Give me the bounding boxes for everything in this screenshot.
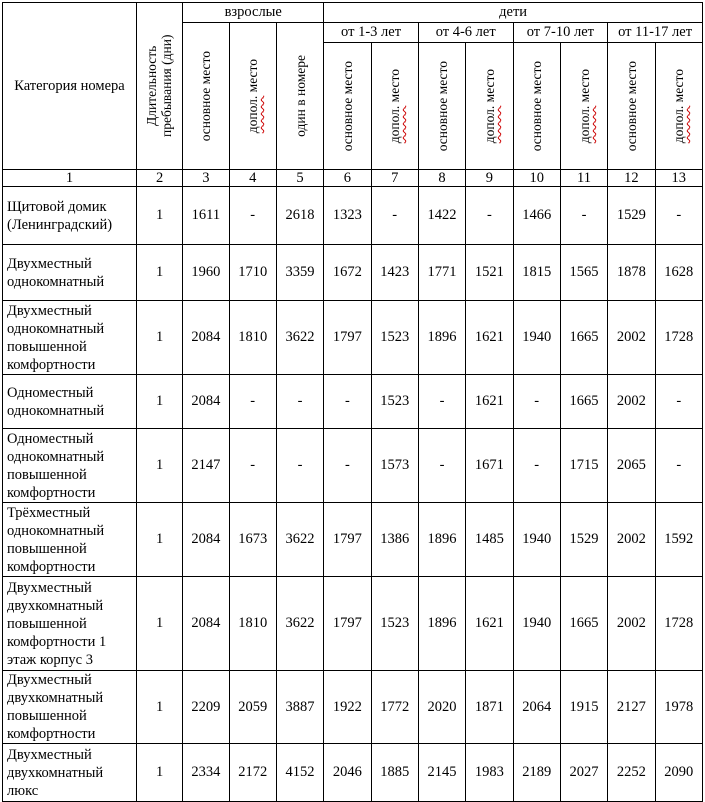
column-number: 10 bbox=[513, 170, 560, 187]
price-cell: 1810 bbox=[229, 301, 276, 375]
price-cell: - bbox=[513, 429, 560, 503]
price-cell: 2209 bbox=[183, 671, 229, 744]
price-cell: 1896 bbox=[418, 301, 465, 375]
duration-cell: 1 bbox=[136, 187, 182, 245]
price-cell: 1611 bbox=[183, 187, 229, 245]
price-cell: 2172 bbox=[229, 744, 276, 802]
column-number: 1 bbox=[3, 170, 137, 187]
duration-cell: 1 bbox=[136, 744, 182, 802]
price-cell: 2090 bbox=[655, 744, 702, 802]
price-cell: - bbox=[513, 375, 560, 429]
price-cell: - bbox=[324, 429, 371, 503]
table-row bbox=[3, 503, 703, 577]
price-cell: - bbox=[655, 429, 702, 503]
column-number: 13 bbox=[655, 170, 702, 187]
price-cell: 1797 bbox=[324, 577, 371, 671]
price-cell: 1529 bbox=[560, 503, 607, 577]
column-number: 12 bbox=[608, 170, 655, 187]
price-cell: 1978 bbox=[655, 671, 702, 744]
price-cell: 2084 bbox=[183, 577, 229, 671]
price-cell: 3622 bbox=[276, 577, 323, 671]
price-cell: 1386 bbox=[371, 503, 418, 577]
price-cell: - bbox=[229, 375, 276, 429]
duration-cell: 1 bbox=[136, 503, 182, 577]
price-cell: 3622 bbox=[276, 301, 323, 375]
adults-header: взрослые bbox=[183, 3, 324, 23]
age-group-4-6-header: от 4-6 лет bbox=[418, 23, 513, 43]
column-number: 3 bbox=[183, 170, 229, 187]
child-4-6-extra-bed-header: допол. место bbox=[466, 43, 513, 170]
duration-cell: 1 bbox=[136, 375, 182, 429]
price-cell: 2027 bbox=[560, 744, 607, 802]
table-body bbox=[3, 187, 703, 802]
price-cell: 1621 bbox=[466, 375, 513, 429]
price-cell: 1810 bbox=[229, 577, 276, 671]
table-row bbox=[3, 301, 703, 375]
child-1-3-main-bed-header: основное место bbox=[324, 43, 371, 170]
table-row bbox=[3, 375, 703, 429]
price-cell: 3622 bbox=[276, 503, 323, 577]
column-number-row bbox=[3, 170, 703, 187]
price-cell: 1896 bbox=[418, 577, 465, 671]
price-cell: 2618 bbox=[276, 187, 323, 245]
adult-extra-bed-header: допол. место bbox=[229, 23, 276, 170]
column-number: 2 bbox=[136, 170, 182, 187]
price-cell: 2084 bbox=[183, 503, 229, 577]
price-cell: 1710 bbox=[229, 245, 276, 301]
column-number: 5 bbox=[276, 170, 323, 187]
price-cell: - bbox=[466, 187, 513, 245]
price-cell: - bbox=[371, 187, 418, 245]
category-header: Категория номера bbox=[3, 3, 137, 170]
price-cell: - bbox=[655, 375, 702, 429]
price-cell: 2127 bbox=[608, 671, 655, 744]
price-cell: 1523 bbox=[371, 301, 418, 375]
adult-single-occupancy-header: один в номере bbox=[276, 23, 323, 170]
price-cell: 1485 bbox=[466, 503, 513, 577]
price-cell: 1671 bbox=[466, 429, 513, 503]
price-cell: 1885 bbox=[371, 744, 418, 802]
duration-cell: 1 bbox=[136, 429, 182, 503]
price-cell: - bbox=[418, 375, 465, 429]
table-row bbox=[3, 187, 703, 245]
child-1-3-extra-bed-header: допол. место bbox=[371, 43, 418, 170]
price-cell: 1715 bbox=[560, 429, 607, 503]
room-category-cell: Щитовой домик (Ленинградский) bbox=[3, 187, 137, 245]
price-cell: 2059 bbox=[229, 671, 276, 744]
price-cell: 2145 bbox=[418, 744, 465, 802]
price-cell: 2252 bbox=[608, 744, 655, 802]
adult-main-bed-header: основное место bbox=[183, 23, 229, 170]
price-cell: 1797 bbox=[324, 503, 371, 577]
child-11-17-main-bed-header: основное место bbox=[608, 43, 655, 170]
duration-header: Длительность пребывания (дни) bbox=[136, 3, 182, 170]
price-cell: 1521 bbox=[466, 245, 513, 301]
table-row bbox=[3, 577, 703, 671]
price-cell: 2002 bbox=[608, 577, 655, 671]
price-cell: - bbox=[276, 429, 323, 503]
price-cell: 1815 bbox=[513, 245, 560, 301]
price-cell: - bbox=[276, 375, 323, 429]
child-11-17-extra-bed-header: допол. место bbox=[655, 43, 702, 170]
duration-cell: 1 bbox=[136, 301, 182, 375]
price-cell: 1940 bbox=[513, 577, 560, 671]
column-number: 11 bbox=[560, 170, 607, 187]
price-cell: 1422 bbox=[418, 187, 465, 245]
price-cell: 2084 bbox=[183, 301, 229, 375]
room-category-cell: Одноместный однокомнатный повышенной комфортности bbox=[3, 429, 137, 503]
price-cell: 1523 bbox=[371, 375, 418, 429]
price-cell: 1797 bbox=[324, 301, 371, 375]
price-cell: 1621 bbox=[466, 577, 513, 671]
price-cell: 1728 bbox=[655, 577, 702, 671]
age-group-7-10-header: от 7-10 лет bbox=[513, 23, 608, 43]
price-cell: - bbox=[229, 429, 276, 503]
child-7-10-main-bed-header: основное место bbox=[513, 43, 560, 170]
price-cell: 1878 bbox=[608, 245, 655, 301]
price-cell: 1621 bbox=[466, 301, 513, 375]
age-group-1-3-header: от 1-3 лет bbox=[324, 23, 419, 43]
price-cell: 4152 bbox=[276, 744, 323, 802]
table-row bbox=[3, 429, 703, 503]
price-cell: 2002 bbox=[608, 301, 655, 375]
price-cell: 3887 bbox=[276, 671, 323, 744]
column-number: 7 bbox=[371, 170, 418, 187]
room-category-cell: Двухместный однокомнатный повышенной комфортности bbox=[3, 301, 137, 375]
room-category-cell: Трёхместный однокомнатный повышенной комфортности bbox=[3, 503, 137, 577]
child-7-10-extra-bed-header: допол. место bbox=[560, 43, 607, 170]
table-row bbox=[3, 744, 703, 802]
price-cell: 1323 bbox=[324, 187, 371, 245]
price-cell: 1772 bbox=[371, 671, 418, 744]
price-cell: 1728 bbox=[655, 301, 702, 375]
room-category-cell: Двухместный двухкомнатный люкс bbox=[3, 744, 137, 802]
price-cell: - bbox=[229, 187, 276, 245]
price-cell: 2147 bbox=[183, 429, 229, 503]
price-cell: 1665 bbox=[560, 577, 607, 671]
price-cell: 1896 bbox=[418, 503, 465, 577]
duration-cell: 1 bbox=[136, 245, 182, 301]
price-cell: 1672 bbox=[324, 245, 371, 301]
price-cell: 2046 bbox=[324, 744, 371, 802]
price-cell: 2020 bbox=[418, 671, 465, 744]
price-cell: 1922 bbox=[324, 671, 371, 744]
price-cell: 2334 bbox=[183, 744, 229, 802]
column-number: 4 bbox=[229, 170, 276, 187]
children-header: дети bbox=[324, 3, 703, 23]
price-cell: 1573 bbox=[371, 429, 418, 503]
room-category-cell: Двухместный однокомнатный bbox=[3, 245, 137, 301]
price-cell: 2002 bbox=[608, 375, 655, 429]
price-cell: 1665 bbox=[560, 375, 607, 429]
price-cell: 1673 bbox=[229, 503, 276, 577]
column-number: 8 bbox=[418, 170, 465, 187]
duration-cell: 1 bbox=[136, 671, 182, 744]
room-category-cell: Двухместный двухкомнатный повышенной комфортности bbox=[3, 671, 137, 744]
price-cell: 1565 bbox=[560, 245, 607, 301]
price-cell: 1940 bbox=[513, 503, 560, 577]
price-cell: 1940 bbox=[513, 301, 560, 375]
room-category-cell: Двухместный двухкомнатный повышенной комфортности 1 этаж корпус 3 bbox=[3, 577, 137, 671]
column-number: 6 bbox=[324, 170, 371, 187]
price-cell: 1466 bbox=[513, 187, 560, 245]
price-cell: 1529 bbox=[608, 187, 655, 245]
column-number: 9 bbox=[466, 170, 513, 187]
price-cell: 1915 bbox=[560, 671, 607, 744]
price-cell: 2065 bbox=[608, 429, 655, 503]
price-cell: - bbox=[560, 187, 607, 245]
table-row bbox=[3, 671, 703, 744]
duration-cell: 1 bbox=[136, 577, 182, 671]
price-cell: 1523 bbox=[371, 577, 418, 671]
price-cell: 1423 bbox=[371, 245, 418, 301]
price-cell: 2189 bbox=[513, 744, 560, 802]
price-cell: 2064 bbox=[513, 671, 560, 744]
child-4-6-main-bed-header: основное место bbox=[418, 43, 465, 170]
price-cell: - bbox=[324, 375, 371, 429]
price-cell: 2084 bbox=[183, 375, 229, 429]
price-cell: 1592 bbox=[655, 503, 702, 577]
age-group-11-17-header: от 11-17 лет bbox=[608, 23, 703, 43]
price-cell: - bbox=[418, 429, 465, 503]
price-cell: 1665 bbox=[560, 301, 607, 375]
price-cell: 1960 bbox=[183, 245, 229, 301]
table-row bbox=[3, 245, 703, 301]
price-cell: 1628 bbox=[655, 245, 702, 301]
price-cell: 3359 bbox=[276, 245, 323, 301]
price-cell: - bbox=[655, 187, 702, 245]
price-table bbox=[2, 2, 703, 802]
price-cell: 1871 bbox=[466, 671, 513, 744]
price-cell: 1983 bbox=[466, 744, 513, 802]
price-cell: 2002 bbox=[608, 503, 655, 577]
room-category-cell: Одноместный однокомнатный bbox=[3, 375, 137, 429]
price-cell: 1771 bbox=[418, 245, 465, 301]
